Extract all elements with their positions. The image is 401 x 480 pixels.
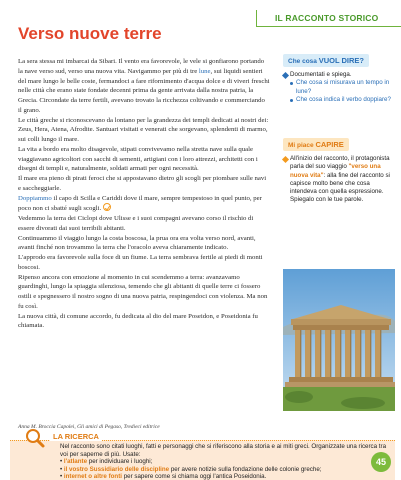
ricerca-item-1: • l'atlante per individuare i luoghi; <box>60 458 153 466</box>
glossary-link-doppiammo[interactable]: Doppiammo <box>18 194 52 202</box>
page-title: Verso nuove terre <box>18 24 162 43</box>
story-text <box>18 57 270 331</box>
story-paragraph-4: Il mare era pieno di pirati feroci che si appostavano dietro gli scogli per piombare sulle navi e saccheggiarle. <box>18 175 267 192</box>
story-paragraph-6: Vedemmo la terra dei Ciclopi dove Ulisse e i suoi compagni avevano corso il rischio di essere divorati dai suoi terribili abitanti. <box>18 215 254 232</box>
capire-heading: Mi piace CAPIRE <box>283 138 349 151</box>
magnifier-icon <box>24 427 46 449</box>
diamond-bullet-icon <box>282 156 289 163</box>
ricerca-heading: LA RICERCA <box>50 432 102 441</box>
temple-photo <box>283 269 395 411</box>
vuol-dire-box <box>283 50 393 104</box>
story-paragraph-5: Doppiammo il capo di Scilla e Cariddi dove il mare, sempre tempestoso in quel punto, per poco non ci sbatté sugli scogli. <box>18 194 262 213</box>
story-paragraph-10: La nuova città, di comune accordo, fu dedicata al dio del mare Poseidon, e Poseidonia fu chiamata. <box>18 312 258 330</box>
capire-box <box>283 134 393 205</box>
capire-question: All'inizio del racconto, il protagonista parla del suo viaggio "verso una nuova vita": alla fine del racconto si capisce molto bene che cosa intendeva con quella espressione. Spiegalo con le tue parole. <box>283 155 393 205</box>
section-tag: IL RACCONTO STORICO <box>256 10 401 27</box>
ricerca-intro: Nel racconto sono citati luoghi, fatti e personaggi che si riferiscono alla storia e ai miti greci. Organizzate una ricerca tra voi per saperne di più. Usate: <box>60 443 387 458</box>
ricerca-item-3: • internet o altre fonti per sapere come si chiama oggi l'antica Poseidonia. <box>60 473 267 480</box>
glossary-link-lune[interactable]: lune <box>198 67 211 75</box>
story-paragraph-9: Ripenso ancora con emozione al momento in cui scendemmo a terra: avanzavamo guardinghi, lungo la spiaggia silenziosa, temendo che gli abitanti di quelle terre ci fossero ostili e spegnessero il nostro sogno di una nuova patria, respingendoci con violenza. Ma non fu così. <box>18 273 268 310</box>
vuol-dire-question-2: Che cosa indica il verbo doppiare? <box>283 96 393 104</box>
vuol-dire-heading: Che cosa VUOL DIRE? <box>283 54 369 67</box>
ricerca-item-2: • il vostro Sussidiario delle discipline per avere notizie sulla fondazione delle colonie greche; <box>60 465 322 473</box>
story-paragraph-1: La sera stessa mi imbarcai da Sibari. Il vento era favorevole, le vele si gonfiarono portando la nave verso sud, verso una nuova vita. Navigammo per più di tre lune, sui liquidi sentieri del mare lungo le belle coste, fermandoci a fare rifornimento d'acqua dolce e di viveri freschi nelle città che erano state fondate decenni prima da gente arrivata dalla nostra patria, la Grecia. Circondate da terre fertili, avevano trovato la ricchezza coltivando e commerciando il grano. <box>18 58 270 114</box>
check-icon <box>103 203 111 211</box>
ricerca-box <box>10 432 395 480</box>
vuol-dire-question-1: Che cosa si misurava un tempo in lune? <box>283 79 393 96</box>
ricerca-text <box>60 443 387 480</box>
page-number: 45 <box>371 452 391 472</box>
source-citation: Anna M. Broccia Capolei, Gli amici di Pegaso, Tredieci editrice <box>18 424 160 430</box>
story-paragraph-2: Le città greche si riconoscevano da lontano per la grandezza dei templi dedicati ai nostri dei: Zeus, Hera, Atena, Afrodite. Santuari visitati e venerati che sorgevano, splendenti di marmo, sui colli lungo il mare. <box>18 116 269 143</box>
story-paragraph-8: L'approdo era favorevole sulla foce di un fiume. La terra sembrava fertile ai piedi di monti boscosi. <box>18 254 263 271</box>
diamond-bullet-icon <box>282 72 289 79</box>
story-paragraph-7: Continuammo il viaggio lungo la costa boscosa, la prua ora era volta verso nord, avanti, avanti finché non trovammo la terra che l'oracolo aveva chiaramente indicato. <box>18 234 256 252</box>
vuol-dire-instruction: Documentati e spiega. <box>283 71 393 79</box>
story-paragraph-3: La vita a bordo era molto disagevole, stipati convivevamo nella stretta nave sulla quale viaggiavano agricoltori con sacchi di sementi, artigiani con i loro attrezzi, architetti con i disegni di templi e, naturalmente, soldati armati per ogni necessità. <box>18 145 258 173</box>
